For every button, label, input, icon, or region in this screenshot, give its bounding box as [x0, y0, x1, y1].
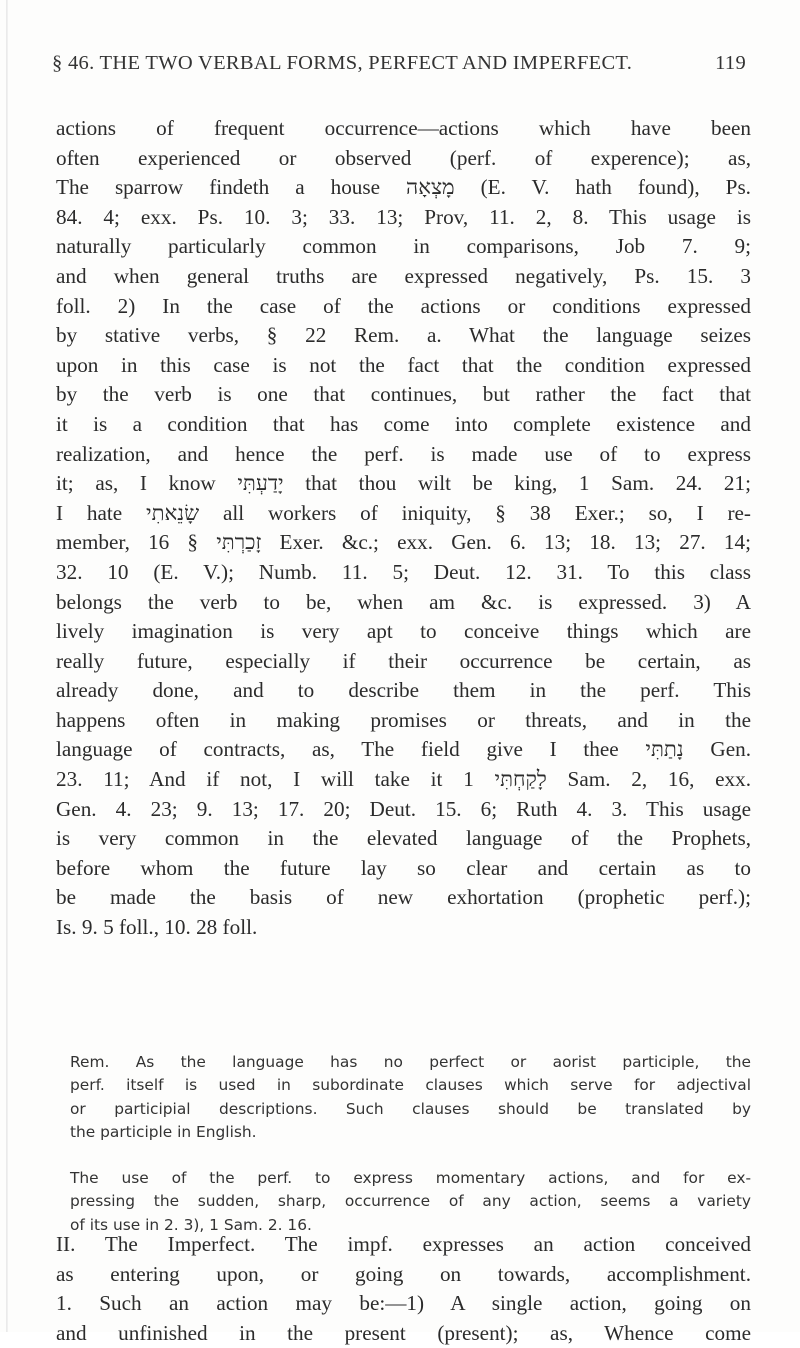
text-line: is very common in the elevated language of the Prophets,: [56, 826, 751, 851]
text-line: Gen. 4. 23; 9. 13; 17. 20; Deut. 15. 6; Ruth 4. 3. This usage: [56, 796, 751, 821]
text-line: The sparrow findeth a house מָצְאָה (E. V. hath found), Ps.: [56, 175, 751, 200]
text-line: II. The Imperfect. The impf. expresses an action conceived: [56, 1232, 751, 1256]
page-edge-shadow: [6, 0, 8, 1332]
text-line: before whom the future lay so clear and certain as to: [56, 855, 751, 880]
text-line: by stative verbs, § 22 Rem. a. What the language seizes: [56, 323, 751, 348]
text-line: actions of frequent occurrence—actions which have been: [56, 116, 751, 140]
text-line: Is. 9. 5 foll., 10. 28 foll.: [56, 915, 258, 940]
text-line: I hate שָׂנֵאתִי all workers of iniquity, § 38 Exer.; so, I re-: [56, 500, 751, 525]
text-line: it; as, I know יָדַעְתִּי that thou wilt be king, 1 Sam. 24. 21;: [56, 471, 751, 496]
text-line: and unfinished in the present (present); as, Whence come: [56, 1320, 751, 1345]
remark-line: pressing the sudden, sharp, occurrence of any action, seems a variety: [70, 1192, 751, 1211]
text-line: really future, especially if their occurrence be certain, as: [56, 648, 751, 673]
text-line: belongs the verb to be, when am &c. is expressed. 3) A: [56, 589, 751, 614]
remark-line: the participle in English.: [70, 1123, 257, 1142]
remark-line: or participial descriptions. Such clauses should be translated by: [70, 1099, 751, 1118]
text-line: it is a condition that has come into complete existence and: [56, 411, 751, 436]
text-line: realization, and hence the perf. is made use of to express: [56, 441, 751, 466]
text-line: foll. 2) In the case of the actions or conditions expressed: [56, 293, 751, 318]
text-line: lively imagination is very apt to conceive things which are: [56, 619, 751, 644]
text-line: 32. 10 (E. V.); Numb. 11. 5; Deut. 12. 31. To this class: [56, 559, 751, 584]
text-line: member, זָכַרְתִּי § 16 Exer. &c.; exx. Gen. 6. 13; 18. 13; 27. 14;: [56, 530, 751, 555]
running-head: [52, 52, 752, 75]
page-number: 119: [715, 52, 746, 74]
text-line: 1. Such an action may be:—1) A single action, going on: [56, 1291, 751, 1316]
remark-line: of its use in 2. 3), 1 Sam. 2. 16.: [70, 1215, 312, 1234]
text-line: upon in this case is not the fact that the condition expressed: [56, 352, 751, 377]
text-line: be made the basis of new exhortation (prophetic perf.);: [56, 885, 751, 910]
text-line: as entering upon, or going on towards, accomplishment.: [56, 1261, 751, 1286]
remark-line: perf. itself is used in subordinate clauses which serve for adjectival: [70, 1076, 751, 1095]
imperfect-section: [56, 1230, 751, 1348]
section-title: § 46. THE TWO VERBAL FORMS, PERFECT AND IMPERFECT.: [52, 52, 633, 74]
remark-line: Rem. As the language has no perfect or aorist participle, the: [70, 1053, 751, 1071]
text-line: naturally particularly common in comparisons, Job 7. 9;: [56, 234, 751, 259]
remark-line: The use of the perf. to express momentary actions, and for ex-: [70, 1169, 751, 1187]
text-line: happens often in making promises or threats, and in the: [56, 707, 751, 732]
remark-block: [70, 1051, 751, 1145]
text-line: language of contracts, as, The field give I thee נָתַתִּי Gen.: [56, 737, 751, 762]
text-line: and when general truths are expressed negatively, Ps. 15. 3: [56, 263, 751, 288]
remark-block-2: [70, 1167, 751, 1237]
text-line: already done, and to describe them in the perf. This: [56, 678, 751, 703]
text-line: 84. 4; exx. Ps. 10. 3; 33. 13; Prov, 11. 2, 8. This usage is: [56, 204, 751, 229]
main-paragraph: [56, 114, 751, 943]
text-line: often experienced or observed (perf. of experence); as,: [56, 145, 751, 170]
text-line: by the verb is one that continues, but rather the fact that: [56, 382, 751, 407]
text-line: 23. 11; And if not, I will take it לָקַחְתִּי 1 Sam. 2, 16, exx.: [56, 767, 752, 792]
